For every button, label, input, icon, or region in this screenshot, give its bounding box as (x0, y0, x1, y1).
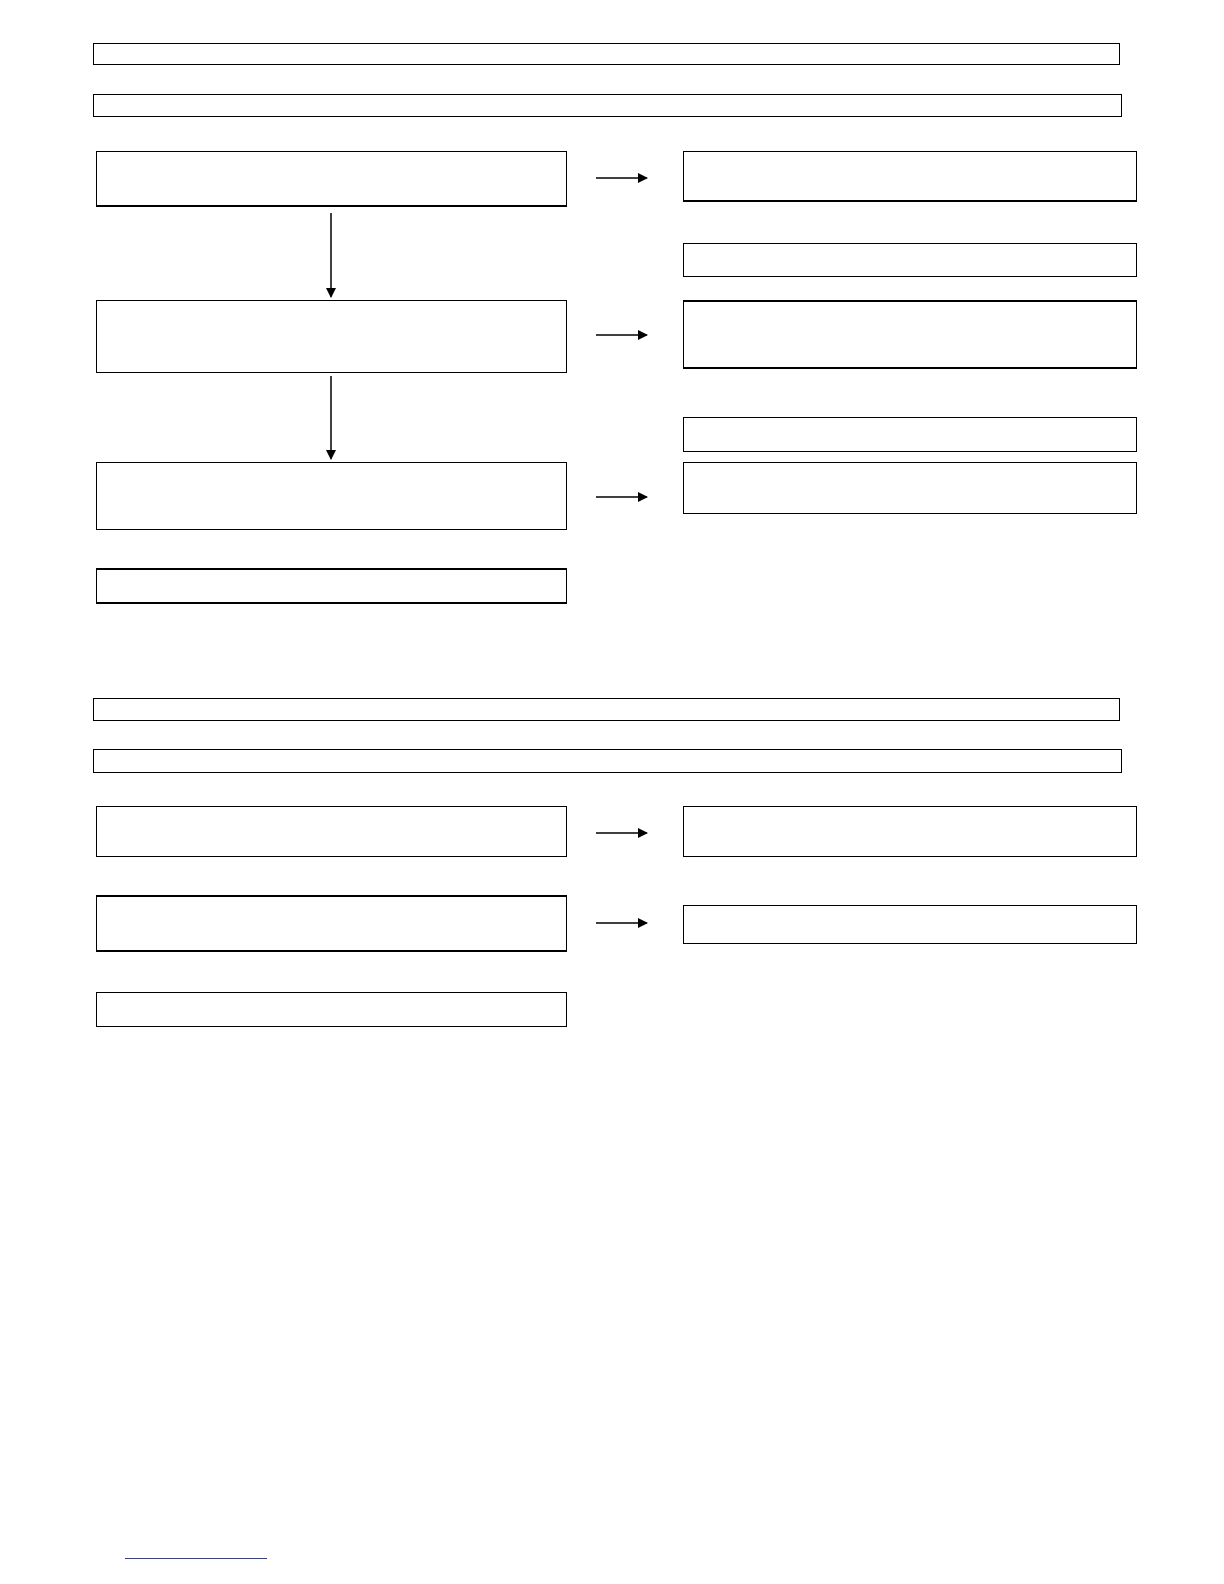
section1-result-1 (683, 151, 1137, 202)
section2-header-bar-2 (93, 749, 1122, 773)
section1-step-1 (96, 151, 567, 207)
section1-header-bar-2 (93, 94, 1122, 117)
footer-rule (125, 1558, 267, 1559)
section1-result-3 (683, 300, 1137, 369)
section2-step-2 (96, 895, 567, 952)
section1-result-5 (683, 462, 1137, 514)
section1-result-4 (683, 417, 1137, 452)
section1-header-bar-1 (93, 43, 1120, 65)
section1-step-3 (96, 462, 567, 530)
section2-result-1 (683, 806, 1137, 857)
section2-step-3 (96, 992, 567, 1027)
section2-header-bar-1 (93, 698, 1120, 721)
section1-result-2 (683, 243, 1137, 277)
section2-step-1 (96, 806, 567, 857)
section1-step-2 (96, 300, 567, 373)
section1-step-4 (96, 568, 567, 604)
section2-result-2 (683, 905, 1137, 944)
